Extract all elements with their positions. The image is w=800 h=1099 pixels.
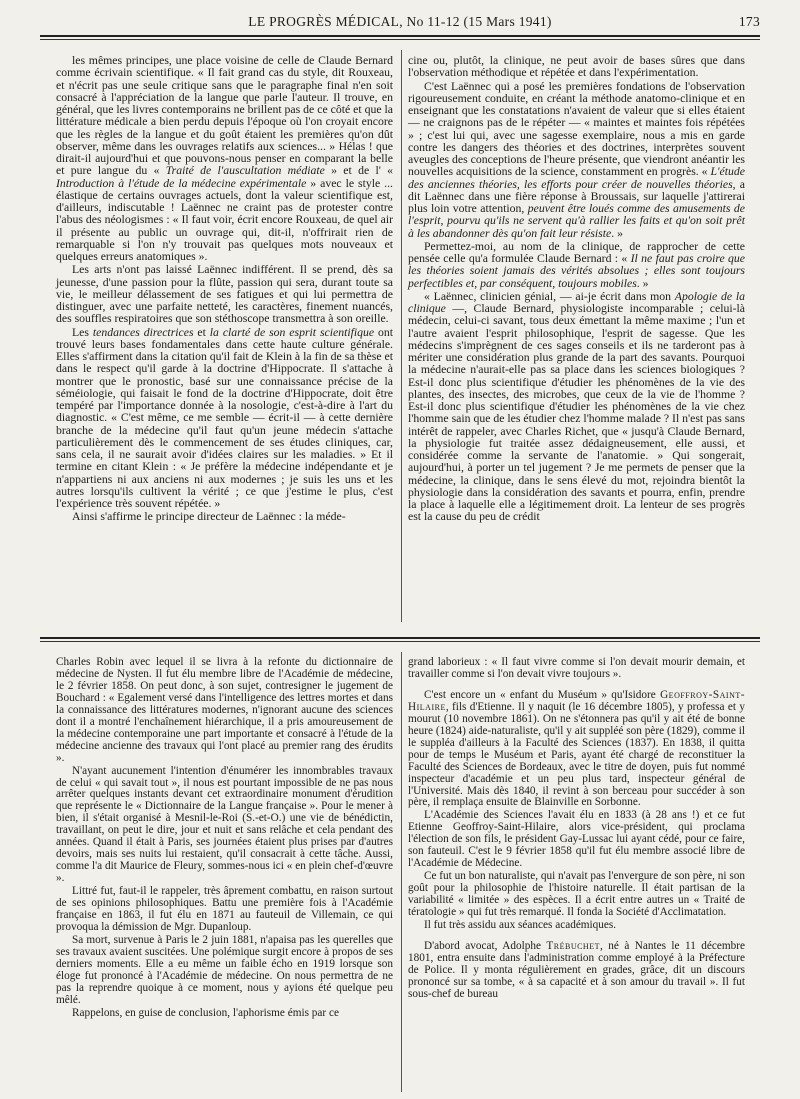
text-run: Il fut très assidu aux séances académiques.	[424, 919, 617, 932]
text-run: N'ayant aucunement l'intention d'énumérer les innombrables travaux de celui « qui savait tout », il nous est pourtant impossible de ne pas nous arrêter quelques instants devant cet extraordinaire monument d'érudition que représente le « Dictionnaire de la Langue française ». Pour le mener à bien, il s'était organisé à Mesnil-le-Roi (S.-et-O.) une vie de bénédictin, travaillant, on peut le dire, jour et nuit et sans relâche et cela pendant des années. Quand il était à Paris, ses journées étaient plus prises par d'autres devoirs, mais ses nuits lui restaient, qu'il consacrait à cette tâche. Aussi, comme l'a dit Maurice de Fleury, sommes-nous ici « en plein chef-d'œuvre ».	[56, 764, 393, 885]
paragraph	[408, 690, 745, 810]
text-run: » avec le style ... élastique de certains ouvrages actuels, dont la valeur scientifique est, d'ailleurs, indiscutable ! Laënnec ne craint pas de protester contre l'abus des néologismes : « Il faut voir, écrit encore Rouxeau, de quel air il présente au public un ouvrage qui, dit-il, n'offrirait rien de remarquable si l'on n'y trouvait pas quelques mots nouveaux et quelques erreurs anatomiques ».	[56, 176, 393, 263]
italic-text: Traité de l'auscultation médiate	[165, 164, 325, 178]
paragraph	[56, 935, 393, 1007]
section-rule	[40, 637, 760, 639]
paragraph	[408, 920, 745, 932]
running-header	[40, 14, 760, 32]
text-run: , a dit Laënnec dans une fière réponse à Broussais, sur laquelle j'attirerai plus loin votre attention,	[408, 177, 745, 215]
paragraph	[56, 264, 393, 325]
text-run: cine ou, plutôt, la clinique, ne peut avoir de bases sûres que dans l'observation méthodique et répétée et dans l'expérimentation.	[408, 54, 745, 80]
italic-text: Il ne faut pas croire que les théories soient jamais des vérités absolues ; elles sont toujours perfectibles et, par conséquent, toujours mobiles	[408, 252, 745, 290]
paragraph	[56, 886, 393, 934]
text-run: les mêmes principes, une place voisine de celle de Claude Bernard comme écrivain scientifique. « Il fait grand cas du style, dit Rouxeau, et n'écrit pas une seule critique sans que le paragraphe final n'en soit consacré à l'appréciation de la langue que parle l'auteur. Il trouve, en général, que les livres contemporains ne brillent pas de ce côté et que la littérature médicale a bien perdu depuis l'époque où l'on croyait encore que les règles de la langue et du goût étaient les premières qu'on dût observer, même dans les ouvrages relatifs aux sciences... » Hélas ! que dirait-il aujourd'hui et que pouvons-nous penser en comparant la belle et pure langue du «	[56, 54, 393, 178]
italic-text: la clarté de son esprit scientifique	[209, 325, 375, 339]
italic-text: Introduction à l'étude de la médecine expérimentale	[56, 176, 307, 190]
text-run: Les	[72, 325, 93, 339]
journal-title: LE PROGRÈS MÉDICAL, No 11-12 (15 Mars 1941)	[248, 14, 552, 29]
column-divider-bottom	[401, 652, 402, 1092]
paragraph	[56, 1008, 393, 1020]
column-top-right	[408, 55, 745, 524]
paragraph	[408, 941, 745, 1001]
text-run: Les arts n'ont pas laissé Laënnec indifférent. Il se prend, dès sa jeunesse, d'une passion pour la flûte, passion qui sera, durant toute sa vie, le meilleur délassement de ses fatigues et qui lui permettra de distinguer, avec une parfaite netteté, les caractères, finement nuancés, des souffles respiratoires que son stéthoscope transmettra à son oreille.	[56, 263, 393, 326]
paragraph	[408, 291, 745, 524]
italic-text: Apologie de la clinique	[408, 289, 746, 315]
text-run: D'abord avocat, Adolphe	[424, 939, 547, 952]
paragraph	[56, 55, 393, 263]
text-run: L'Académie des Sciences l'avait élu en 1833 (à 28 ans !) et ce fut Etienne Geoffroy-Saint-Hilaire, alors vice-président, qui proclama l'élection de son fils, le président Gay-Lussac lui ayant cédé, pour ce faire, son fauteuil. C'est le 9 février 1858 qu'il fut élu membre associé libre de l'Académie de Médecine.	[408, 809, 745, 870]
paragraph	[408, 657, 745, 681]
paragraph	[56, 766, 393, 886]
text-run: et	[193, 325, 210, 339]
text-run: , né à Nantes le 11 décembre 1801, entra ensuite dans l'administration comme employé à la Préfecture de Police. Il y monta régulièrement en grades, grâce, dit un discours prononcé sur sa tombe, « à sa capacité et à son amour du travail ». Il fut sous-chef de bureau	[408, 939, 745, 1000]
header-rule	[40, 35, 760, 37]
text-run: C'est Laënnec qui a posé les premières fondations de l'observation rigoureusement conduite, en créant la méthode anatomo-clinique et en enseignant que les constatations n'avaient de valeur que si elles étaient — ne craignons pas de le répéter — « maintes et maintes fois répétées » ; c'est lui qui, avec une sagesse exemplaire, nous a mis en garde contre les dangers des théories et des doctrines, interprètes souvent aveugles des conceptions de l'heure présente, que viendront anéantir les nouvelles acquisitions de la science, constamment en progrès. «	[408, 79, 745, 179]
small-caps-name: Trébuchet	[546, 939, 600, 952]
text-run: Ainsi s'affirme le principe directeur de Laënnec : la méde-	[72, 510, 346, 524]
paragraph	[408, 871, 745, 919]
text-run: C'est encore un « enfant du Muséum » qu'Isidore	[424, 688, 661, 701]
paragraph	[408, 810, 745, 870]
paragraph	[56, 511, 393, 523]
italic-text: peuvent être loués comme des amusements de l'esprit, pourvu qu'ils ne servent qu'à rallier les faits et qu'on soit prêt à les abandonner dès qu'on fait leur résiste	[408, 202, 745, 240]
text-run: . »	[636, 276, 649, 290]
text-run: Permettez-moi, au nom de la clinique, de rapprocher de cette pensée celle qu'a formulée Claude Bernard : «	[408, 239, 745, 265]
italic-text: L'étude des anciennes théories, les efforts pour créer de nouvelles théories	[408, 165, 745, 191]
column-bottom-left	[56, 657, 393, 1020]
text-run: ont trouvé leurs bases fondamentales dans cette haute culture générale. Elles s'affirment dans la citation qu'il fait de Klein à la fin de sa thèse et dans le respect qu'il garde à la doctrine d'Hippocrate. Il s'attache à montrer que le pronostic, basé sur une connaissance précise de la séméiologie, qui faisait le fond de la doctrine d'Hippocrate, doit être tempéré par l'importance donnée à la nosologie, c'est-à-dire à l'art du diagnostic. « C'est même, ce me semble — écrit-il — à cette dernière branche de la médecine qu'il faut qu'un jeune médecin s'attache particulièrement dès le commencement de ses études cliniques, car, sans cela, il ne saurait avoir d'idées claires sur les maladies. » Et il termine en citant Klein : « Je préfère la médecine indépendante et je n'appartiens ni aux anciens ni aux modernes ; je suis les uns et les autres lorsqu'ils cultivent la vérité ; ce que j'estime le plus, c'est l'expérience très souvent répétée. »	[56, 325, 394, 510]
italic-text: tendances directrices	[92, 325, 194, 339]
text-run: , fils d'Etienne. Il y naquit (le 16 décembre 1805), y professa et y mourut (10 novembre 1861). On ne s'étonnera pas qu'il y ait été de bonne heure (1824) aide-naturaliste, qu'il y ait suppléé son père (1829), comme il le suppléa d'ailleurs à la Faculté des Sciences (1837). En 1838, il quitta pour de temps le Muséum et Paris, ayant été chargé de reconstituer la Faculté des Sciences de Bordeaux, avec le titre de doyen, puis fut nommé inspecteur d'académie et un peu plus tard, inspecteur général de l'Université. Mais dès 1840, il revint à son berceau pour succéder à son père, il remplaça ensuite de Blainville en Sorbonne.	[408, 700, 745, 809]
page-number: 173	[738, 14, 760, 29]
column-bottom-right	[408, 657, 745, 1001]
text-run: Littré fut, faut-il le rappeler, très âprement combattu, en raison surtout de ses opinions philosophiques. Battu une première fois à l'Académie française en 1863, il fut élu en 1871 au fauteuil de Villemain, ce qui provoqua la démission de Mgr. Dupanloup.	[56, 885, 393, 933]
text-run: Sa mort, survenue à Paris le 2 juin 1881, n'apaisa pas les querelles que ses travaux avaient suscitées. Une polémique surgit encore à propos de ses derniers moments. Elle a eu même un faible écho en 1919 lorsque son éloge fut prononcé à l'Académie de médecine. On nous permettra de ne pas la reprendre quoique à ce moment, nous y ayions été quelque peu mêlé.	[56, 933, 393, 1006]
paragraph	[408, 241, 745, 290]
text-run: grand laborieux : « Il faut vivre comme si l'on devait mourir demain, et travailler comme si l'on devait vivre toujours ».	[408, 656, 745, 680]
text-run: Ce fut un bon naturaliste, qui n'avait pas l'envergure de son père, ni son goût pour la philosophie de l'histoire naturelle. Il était partisan de la variabilité « limitée » des espèces. Il a écrit entre autres un « Traité de tératologie » qui fut très remarqué. Il fonda la Société d'Acclimatation.	[408, 870, 745, 919]
paragraph	[56, 657, 393, 765]
section-rule-thin	[40, 641, 760, 642]
column-divider-top	[401, 50, 402, 622]
text-run: Rappelons, en guise de conclusion, l'aphorisme émis par ce	[72, 1006, 339, 1019]
text-run: Charles Robin avec lequel il se livra à la refonte du dictionnaire de médecine de Nysten. Il fut élu membre libre de l'Académie de médecine, le 2 février 1858. On peut donc, à son sujet, contresigner le jugement de Bouchard : « Egalement versé dans l'intelligence des lettres mortes et dans la connaissance des littératures modernes, n'ignorant aucune des sciences dont il a montré l'enchaînement hiérarchique, il a pris amoureusement de la médecine contemporaine une part importante et consacré à l'étude de la médecine ancienne des travaux qui l'ont placé au premier rang des érudits ».	[56, 656, 393, 764]
paragraph	[408, 55, 745, 80]
column-top-left	[56, 55, 393, 524]
text-run: —, Claude Bernard, physiologiste incomparable ; celui-là médecin, celui-ci savant, tous deux émettant la même maxime ; l'un et l'autre avaient l'esprit philosophique, l'esprit de sagesse. Que les médecins s'imprègnent de ces sages conseils et ils ne tarderont pas à mériter une considération plus grande de la part des savants. Pourquoi la médecine n'aurait-elle pas sa place dans les sciences biologiques ? Est-il donc plus scientifique d'étudier les phénomènes de la vie des plantes, des insectes, des microbes, que ceux de la vie de l'homme ? Est-il donc plus scientifique d'étudier les phénomènes de la vie chez l'homme sain que de les étudier chez l'homme malade ? Il n'est pas sans intérêt de rappeler, avec Charles Richet, que « jusqu'à Claude Bernard, la physiologie fut traitée assez dédaigneusement, elle aussi, et considérée comme la servante de l'anatomie. » Qui songerait, aujourd'hui, à porter un tel jugement ? Je me permets de penser que la médecine, la clinique, dans le sens élevé du mot, rejoindra bientôt la physiologie dans la considération des savants et pourra, enfin, prendre la place à laquelle elle a légitimement droit. La lenteur de ses progrès est la cause du peu de crédit	[408, 302, 745, 524]
text-run: . »	[611, 226, 623, 240]
text-run: » et de l' «	[324, 164, 393, 178]
paragraph	[56, 327, 393, 511]
small-caps-name: Geoffroy-Saint-Hilaire	[408, 688, 745, 713]
header-rule-thin	[40, 39, 760, 40]
text-run: « Laënnec, clinicien génial, — ai-je écrit dans mon	[424, 289, 675, 303]
paragraph	[408, 81, 745, 240]
